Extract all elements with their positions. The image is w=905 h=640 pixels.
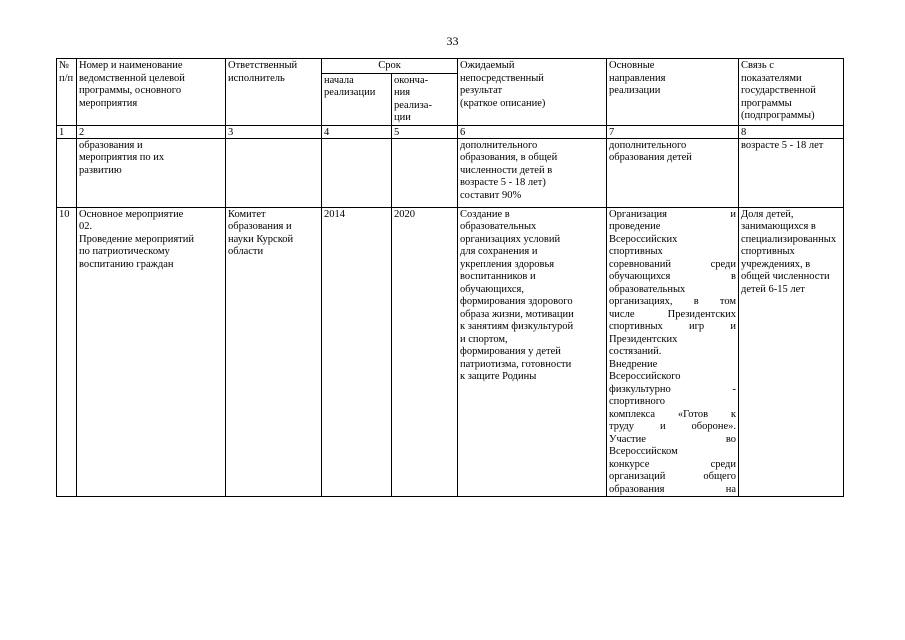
cell-line: организациях условий <box>460 233 561 245</box>
cell-line: Доля детей, <box>741 208 794 220</box>
cell-line: воспитанников и <box>460 271 536 282</box>
header-num: № п/п <box>57 59 77 126</box>
cell-line: образовательных <box>609 283 686 295</box>
cell-line: состязаний. <box>609 346 662 357</box>
header-expected-result <box>458 59 607 126</box>
row-expected-result <box>458 207 607 497</box>
cell-line: патриотизма, готовности <box>460 358 572 370</box>
column-number: 4 <box>322 125 392 138</box>
cell-line: спортивных игр и <box>609 321 737 332</box>
cell-line: ния <box>394 87 411 98</box>
cell-line: образования и <box>228 221 292 232</box>
cell-line: науки Курской <box>228 233 294 245</box>
cell-line: Проведение мероприятий <box>79 233 194 245</box>
cell-line: Всероссийского <box>609 371 681 382</box>
column-number: 7 <box>607 125 739 138</box>
cell-line: учреждениях, в <box>741 258 811 270</box>
cell-line: реализации <box>609 85 661 96</box>
cell-line: реализа- <box>394 99 432 111</box>
table-row <box>57 138 844 207</box>
cell-line: для сохранения и <box>460 246 538 257</box>
row-start <box>322 138 392 207</box>
cell-line: по патриотическому <box>79 246 170 257</box>
cell-line: спортивного <box>609 396 665 407</box>
cell-line: конкурсе среди <box>609 458 737 470</box>
cell-line: возрасте 5 - 18 лет) <box>460 177 546 188</box>
cell-line: 02. <box>79 221 93 232</box>
table-row <box>57 207 844 497</box>
cell-line: численности детей в <box>460 164 553 176</box>
cell-line: формирования у детей <box>460 346 561 357</box>
program-table <box>56 58 844 497</box>
cell-line: показателями <box>741 72 802 84</box>
cell-line: к занятиям физкультурой <box>460 321 574 332</box>
cell-line: направления <box>609 72 666 84</box>
row-program-name <box>77 207 226 497</box>
header-directions <box>607 59 739 126</box>
cell-line: воспитанию граждан <box>79 258 174 270</box>
cell-line: результат <box>460 85 503 96</box>
cell-line: дополнительного <box>460 139 538 151</box>
column-number: 1 <box>57 125 77 138</box>
cell-line: (краткое описание) <box>460 97 546 109</box>
cell-line: программы <box>741 97 792 109</box>
cell-line: Ожидаемый <box>460 60 515 71</box>
row-end: 2020 <box>392 207 458 497</box>
cell-line: области <box>228 246 264 257</box>
cell-line: ции <box>394 112 411 123</box>
cell-line: детей 6-15 лет <box>741 283 805 295</box>
cell-line: оконча- <box>394 74 429 86</box>
cell-line: к защите Родины <box>460 371 537 382</box>
cell-line: занимающихся в <box>741 221 816 232</box>
cell-line: формирования здорового <box>460 296 573 307</box>
cell-line: образования на <box>609 483 737 495</box>
cell-line: Основные <box>609 60 655 71</box>
cell-line: физкультурно - <box>609 383 737 395</box>
row-directions <box>607 207 739 497</box>
cell-line: образования, в общей <box>460 152 558 163</box>
row-executor <box>226 138 322 207</box>
header-term-start: начала реализации <box>322 73 392 125</box>
cell-line: обучающихся в <box>609 271 737 282</box>
header-term-end <box>392 73 458 125</box>
cell-line: Участие во <box>609 433 737 445</box>
cell-line: Внедрение <box>609 358 658 370</box>
row-start: 2014 <box>322 207 392 497</box>
cell-line: государственной <box>741 85 816 96</box>
column-number: 3 <box>226 125 322 138</box>
cell-line: непосредственный <box>460 72 544 84</box>
header-executor: Ответственный исполнитель <box>226 59 322 126</box>
cell-line: возрасте 5 - 18 лет <box>741 139 824 151</box>
page-number: 33 <box>446 34 459 48</box>
header-program-name: Номер и наименование ведомственной целевой программы, основного мероприятия <box>77 59 226 126</box>
cell-line: Связь с <box>741 60 774 71</box>
header-row <box>57 59 844 74</box>
row-program-name <box>77 138 226 207</box>
cell-line: укрепления здоровья <box>460 258 555 270</box>
row-expected-result <box>458 138 607 207</box>
row-link-indicators <box>739 207 844 497</box>
cell-line: образа жизни, мотивации <box>460 308 574 320</box>
cell-line: специализированных <box>741 233 837 245</box>
cell-line: и спортом, <box>460 333 508 345</box>
cell-line: Комитет <box>228 208 266 220</box>
cell-line: дополнительного <box>609 139 687 151</box>
cell-line: образовательных <box>460 221 537 232</box>
row-executor <box>226 207 322 497</box>
cell-line: (подпрограммы) <box>741 110 815 121</box>
row-end <box>392 138 458 207</box>
cell-line: развитию <box>79 164 122 176</box>
cell-line: спортивных <box>609 246 663 257</box>
cell-line: числе Президентских <box>609 308 737 320</box>
row-num: 10 <box>57 207 77 497</box>
header-link-indicators <box>739 59 844 126</box>
cell-line: соревнований среди <box>609 258 737 270</box>
cell-line: Всероссийских <box>609 233 678 245</box>
cell-line: Всероссийском <box>609 446 678 457</box>
cell-line: Организация и <box>609 208 737 220</box>
column-number-row <box>57 125 844 138</box>
cell-line: спортивных <box>741 246 795 257</box>
cell-line: образования и <box>79 139 143 151</box>
cell-line: проведение <box>609 221 661 232</box>
cell-line: общей численности <box>741 271 830 282</box>
column-number: 5 <box>392 125 458 138</box>
row-directions <box>607 138 739 207</box>
cell-line: Создание в <box>460 208 510 220</box>
cell-line: образования детей <box>609 152 692 163</box>
cell-line: комплекса «Готов к <box>609 408 737 420</box>
cell-line: организациях, в том <box>609 296 737 307</box>
row-num <box>57 138 77 207</box>
column-number: 2 <box>77 125 226 138</box>
cell-line: организаций общего <box>609 471 737 482</box>
cell-line: мероприятия по их <box>79 152 165 163</box>
column-number: 6 <box>458 125 607 138</box>
cell-line: Президентских <box>609 333 678 345</box>
header-term: Срок <box>322 59 458 74</box>
cell-line: труду и обороне». <box>609 421 737 432</box>
cell-line: составит 90% <box>460 189 522 201</box>
cell-line: обучающихся, <box>460 283 525 295</box>
cell-line: Основное мероприятие <box>79 208 184 220</box>
row-link-indicators <box>739 138 844 207</box>
column-number: 8 <box>739 125 844 138</box>
